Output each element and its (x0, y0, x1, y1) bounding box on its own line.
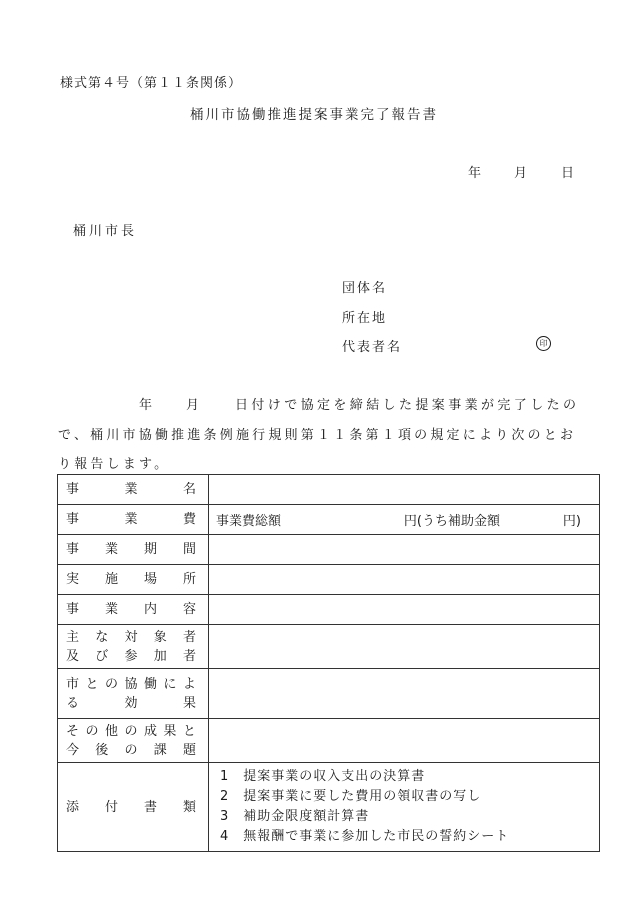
attachment-item: 4 無報酬で事業に参加した市民の誓約シート (220, 829, 510, 844)
label-char: 果 (182, 695, 196, 711)
attachment-item: 3 補助金限度額計算書 (220, 809, 370, 824)
collaboration-effect-field[interactable] (209, 669, 600, 719)
label-char: 場 (143, 572, 157, 587)
other-results-field[interactable] (209, 719, 600, 763)
report-table (57, 474, 600, 852)
label-char: 参 (124, 648, 138, 664)
label-line (66, 722, 208, 741)
label-line (66, 540, 208, 559)
label-line (66, 741, 208, 760)
label-line (66, 628, 208, 647)
label-char: 書 (143, 799, 157, 815)
cost-line (216, 510, 599, 529)
label-char: 名 (182, 482, 196, 497)
attachment-items (216, 763, 599, 851)
label-char: の (104, 676, 118, 692)
label-char: 類 (182, 799, 196, 815)
label-char: 後 (95, 742, 109, 758)
table-row (58, 595, 600, 625)
label-line (66, 675, 208, 694)
project-cost-field[interactable] (209, 505, 600, 535)
label-char: 課 (153, 742, 167, 758)
document-title: 桶川市協働推進提案事業完了報告書 (190, 107, 438, 123)
row-label (58, 763, 209, 852)
table-row (58, 565, 600, 595)
row-label (58, 505, 209, 535)
cost-subsidy-label: 円(うち補助金額 (403, 514, 500, 529)
table-row (58, 535, 600, 565)
label-char: 協 (124, 676, 138, 692)
label-char: 間 (182, 542, 196, 557)
label-char: 費 (182, 512, 196, 527)
row-label (58, 595, 209, 625)
label-char: 成 (143, 723, 157, 739)
label-line (66, 647, 208, 666)
label-char: 題 (182, 742, 196, 758)
label-char: 加 (153, 648, 167, 664)
label-char: 所 (182, 572, 196, 587)
label-char: 事 (66, 602, 80, 617)
label-char: そ (66, 723, 80, 739)
table-row (58, 505, 600, 535)
label-line (66, 694, 208, 713)
label-char: と (85, 676, 99, 692)
body-month: 月 (186, 398, 200, 413)
label-char: 内 (143, 602, 157, 617)
label-char: 業 (124, 512, 138, 527)
body-line-3: り報告します。 (58, 457, 171, 472)
label-char: 主 (66, 629, 80, 645)
label-char: 者 (182, 648, 196, 664)
row-label (58, 535, 209, 565)
label-char: 事 (66, 542, 80, 557)
label-char: 対 (124, 629, 138, 645)
date-month-label: 月 (514, 166, 528, 181)
row-label (58, 625, 209, 669)
date-year-label: 年 (468, 166, 482, 181)
project-period-field[interactable] (209, 535, 600, 565)
label-char: 容 (182, 602, 196, 617)
row-label (58, 719, 209, 763)
label-char: な (95, 629, 109, 645)
venue-field[interactable] (209, 565, 600, 595)
row-label (58, 475, 209, 505)
project-content-field[interactable] (209, 595, 600, 625)
address-label: 所在地 (342, 311, 388, 326)
row-label (58, 565, 209, 595)
table-row (58, 475, 600, 505)
label-line (66, 798, 208, 817)
label-char: 果 (163, 723, 177, 739)
body-line-2: で、桶川市協働推進条例施行規則第１１条第１項の規定により次のとお (58, 428, 577, 443)
label-char: の (124, 723, 138, 739)
label-char: 他 (104, 723, 118, 739)
label-char: よ (182, 676, 196, 692)
label-char: 期 (143, 542, 157, 557)
label-char: る (66, 695, 80, 711)
label-char: と (182, 723, 196, 739)
label-char: 施 (104, 572, 118, 587)
body-year: 年 (139, 398, 153, 413)
label-char: の (85, 723, 99, 739)
table-row (58, 719, 600, 763)
label-char: 添 (66, 799, 80, 815)
attachment-item: 1 提案事業の収入支出の決算書 (220, 769, 426, 784)
label-char: 働 (143, 676, 157, 692)
form-number: 様式第４号（第１１条関係） (60, 76, 243, 91)
organization-label: 団体名 (342, 281, 388, 296)
cost-total-label: 事業費総額 (216, 514, 282, 529)
label-char: 象 (153, 629, 167, 645)
label-char: 業 (104, 542, 118, 557)
cost-close-label: 円) (562, 514, 581, 529)
row-label (58, 669, 209, 719)
label-char: び (95, 648, 109, 664)
attachment-item: 2 提案事業に要した費用の領収書の写し (220, 789, 482, 804)
date-day-label: 日 (561, 166, 575, 181)
label-char: 事 (66, 512, 80, 527)
label-char: 付 (104, 799, 118, 815)
table-row (58, 763, 600, 852)
label-char: 今 (66, 742, 80, 758)
body-line-1: 日付けで協定を締結した提案事業が完了したの (235, 398, 580, 413)
representative-label: 代表者名 (342, 340, 403, 355)
label-line (66, 600, 208, 619)
seal-mark: 印 (536, 336, 551, 351)
label-line (66, 480, 208, 499)
label-char: の (124, 742, 138, 758)
label-char: 効 (124, 695, 138, 711)
table-row (58, 669, 600, 719)
label-char: 業 (104, 602, 118, 617)
label-char: 及 (66, 648, 80, 664)
target-participants-field[interactable] (209, 625, 600, 669)
label-char: 市 (66, 676, 80, 692)
label-line (66, 570, 208, 589)
attachments-list (209, 763, 600, 852)
project-name-field[interactable] (209, 475, 600, 505)
label-char: 事 (66, 482, 80, 497)
table-row (58, 625, 600, 669)
addressee: 桶川市長 (73, 224, 138, 239)
label-char: 業 (124, 482, 138, 497)
label-char: に (163, 676, 177, 692)
label-char: 実 (66, 572, 80, 587)
label-char: 者 (182, 629, 196, 645)
label-line (66, 510, 208, 529)
